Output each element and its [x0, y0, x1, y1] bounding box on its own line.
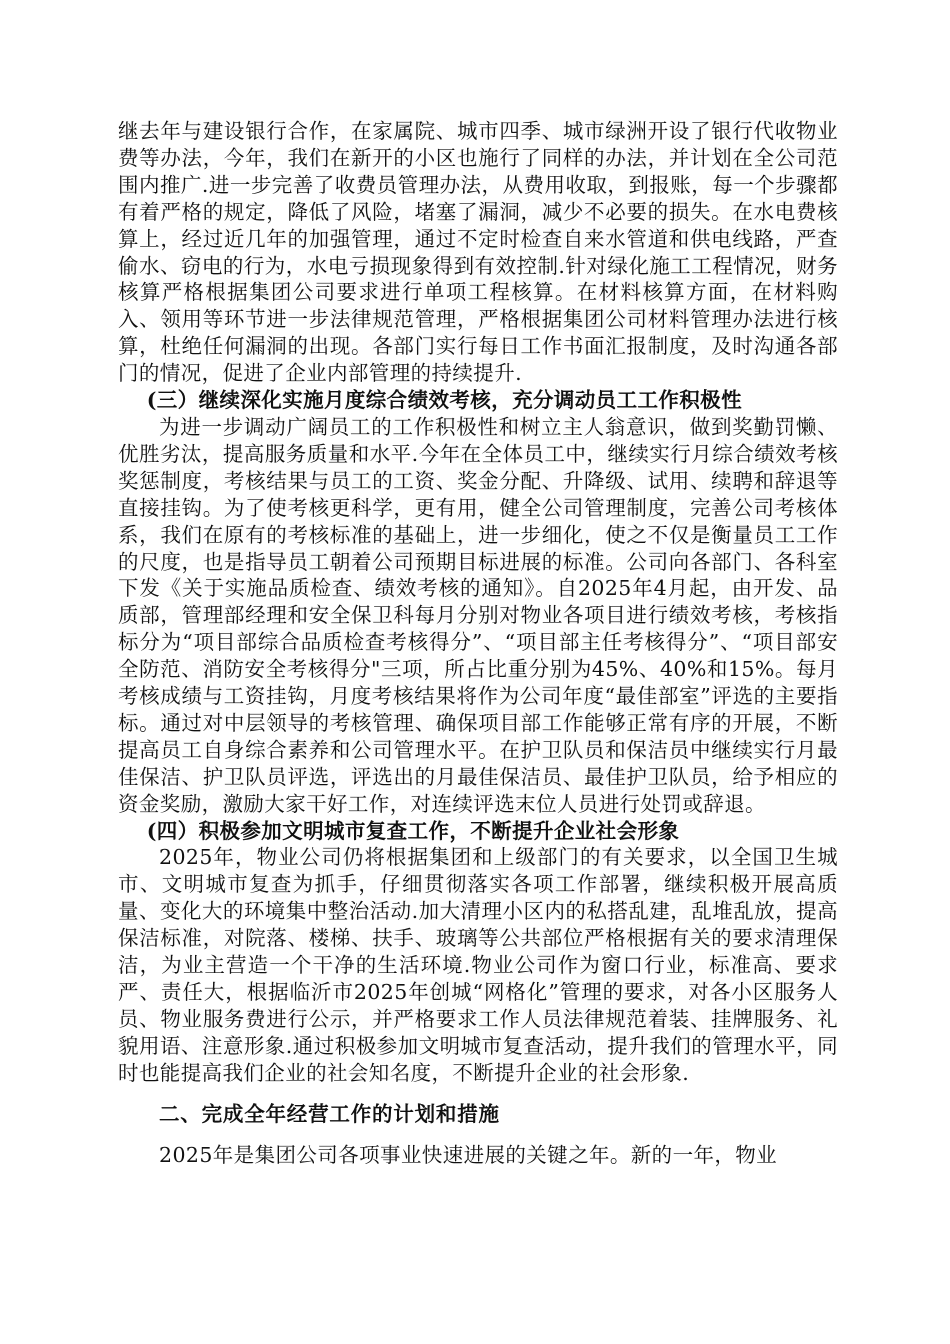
sub-heading-3: (三）继续深化实施月度综合绩效考核，充分调动员工工作积极性 [146, 388, 742, 413]
section-4-paragraph: 2025年，物业公司仍将根据集团和上级部门的有关要求，以全国卫生城市、文明城市复查为抓手，仔细贯彻落实各项工作部署，继续积极开展高质量、变化大的环境集中整治活动.加大清理小区内的私搭乱建，乱堆乱放，提高保洁标准，对院落、楼梯、扶手、玻璃等公共部位严格根据有关的要求清理保洁，为业主营造一个干净的生活环境.物业公司作为窗口行业，标准高、要求严、责任大，根据临沂市2025年创城“网格化”管理的要求，对各小区服务人员、物业服务费进行公示，并严格要求工作人员法律规范着装、挂牌服务、礼貌用语、注意形象.通过积极参加文明城市复查活动，提升我们的管理水平，同时也能提高我们企业的社会知名度，不断提升企业的社会形象. [118, 845, 838, 1085]
document-body [118, 118, 838, 1168]
section-3-paragraph: 为进一步调动广阔员工的工作积极性和树立主人翁意识，做到奖勤罚懒、优胜劣汰，提高服务质量和水平.今年在全体员工中，继续实行月综合绩效考核奖惩制度，考核结果与员工的工资、奖金分配、升降级、试用、续聘和辞退等直接挂钩。为了使考核更科学，更有用，健全公司管理制度，完善公司考核体系，我们在原有的考核标准的基础上，进一步细化，使之不仅是衡量员工工作的尺度，也是指导员工朝着公司预期目标进展的标准。公司向各部门、各科室下发《关于实施品质检查、绩效考核的通知》。自2025年4月起，由开发、品质部，管理部经理和安全保卫科每月分别对物业各项目进行绩效考核，考核指标分为“项目部综合品质检查考核得分”、“项目部主任考核得分”、“项目部安全防范、消防安全考核得分"三项，所占比重分别为45%、40%和15%。每月考核成绩与工资挂钩，月度考核结果将作为公司年度“最佳部室”评选的主要指标。通过对中层领导的考核管理、确保项目部工作能够正常有序的开展，不断提高员工自身综合素养和公司管理水平。在护卫队员和保洁员中继续实行月最佳保洁、护卫队员评选，评选出的月最佳保洁员、最佳护卫队员，给予相应的资金奖励，激励大家干好工作，对连续评选末位人员进行处罚或辞退。 [118, 414, 838, 816]
section-heading-2: 二、完成全年经营工作的计划和措施 [159, 1101, 500, 1126]
section-2-paragraph: 2025年是集团公司各项事业快速进展的关键之年。新的一年，物业 [159, 1142, 778, 1167]
opening-paragraph: 继去年与建设银行合作，在家属院、城市四季、城市绿洲开设了银行代收物业费等办法，今年，我们在新开的小区也施行了同样的办法，并计划在全公司范围内推广.进一步完善了收费员管理办法，从费用收取，到报账，每一个步骤都有着严格的规定，降低了风险，堵塞了漏洞，减少不必要的损失。在水电费核算上，经过近几年的加强管理，通过不定时检查自来水管道和供电线路，严查偷水、窃电的行为，水电亏损现象得到有效控制.针对绿化施工工程情况，财务核算严格根据集团公司要求进行单项工程核算。在材料核算方面，在材料购入、领用等环节进一步法律规范管理，严格根据集团公司材料管理办法进行核算，杜绝任何漏洞的出现。各部门实行每日工作书面汇报制度，及时沟通各部门的情况，促进了企业内部管理的持续提升. [118, 119, 838, 386]
sub-heading-4: (四）积极参加文明城市复查工作，不断提升企业社会形象 [146, 818, 680, 843]
